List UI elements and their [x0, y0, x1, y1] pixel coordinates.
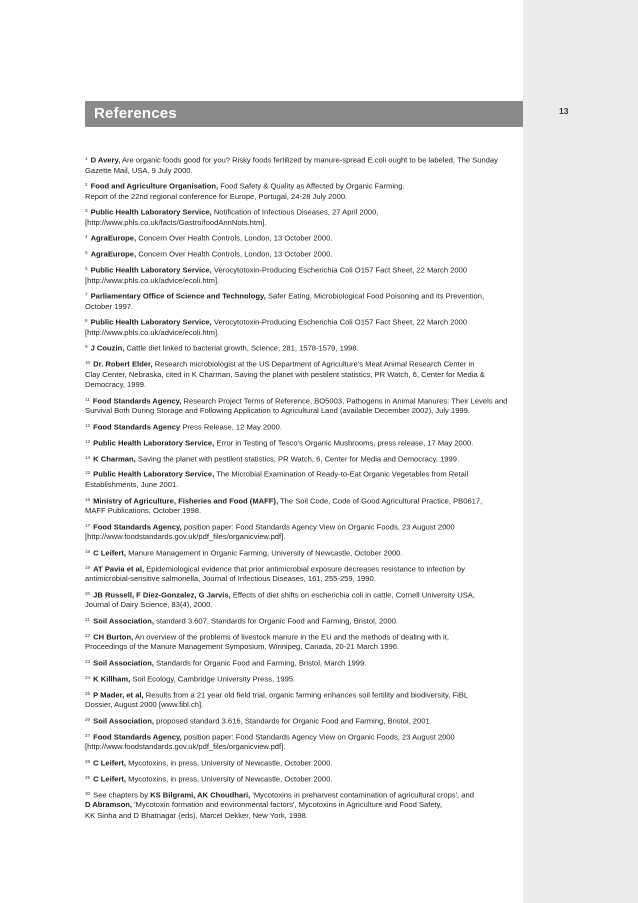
reference-line — [85, 180, 515, 192]
reference-text: Report of the 22nd regional conference for Europe, Portugal, 24-28 July 2000. — [85, 191, 348, 201]
reference-text: Notification of Infectious Diseases, 27 April 2000, — [213, 207, 379, 217]
reference-text: Clay Center, Nebraska, cited in K Charman, Saving the planet with pestilent statistics, PR Watch, 6, Center for Media & — [85, 370, 485, 380]
reference-line — [85, 742, 515, 752]
reference-author: Public Health Laboratory Service, — [93, 438, 215, 448]
reference-line — [85, 480, 515, 490]
reference-line — [85, 789, 515, 801]
reference-text: [http://www.phls.co.uk/facts/Gastro/foodAnnNots.htm]. — [85, 217, 267, 227]
reference-text: Proceedings of the Manure Management Symposium, Winnipeg, Canada, 20-21 March 1996. — [85, 642, 400, 652]
reference-text: Safer Eating, Microbiological Food Poisoning and its Prevention, — [267, 291, 485, 301]
reference-text: Press Release, 12 May 2000. — [182, 422, 282, 432]
reference-author: D Avery, — [90, 155, 121, 165]
reference-number: 20 — [85, 590, 91, 596]
reference-line — [85, 302, 515, 312]
reference-author: P Mader, et al, — [93, 690, 144, 700]
reference-number: 23 — [85, 658, 91, 664]
reference-item — [85, 468, 515, 490]
reference-number: 28 — [85, 758, 91, 764]
reference-item — [85, 521, 515, 543]
reference-item — [85, 495, 515, 517]
reference-item — [85, 248, 515, 260]
reference-line — [85, 328, 515, 338]
reference-text: [http://www.foodstandards.gov.uk/pdf_files/organicview.pdf]. — [85, 742, 286, 752]
reference-text: Are organic foods good for you? Risky foods fertilized by manure-spread E.coli ought to be labeled, The Sunday — [121, 155, 498, 165]
reference-line — [85, 437, 515, 449]
reference-line — [85, 574, 515, 584]
reference-item — [85, 615, 515, 627]
reference-text: Standards for Organic Food and Farming, Bristol, March 1999. — [156, 658, 367, 668]
reference-text: 'Mycotoxins in preharvest contamination of agricultural crops', and — [252, 790, 474, 800]
reference-author: Soil Association, — [93, 716, 155, 726]
reference-item — [85, 563, 515, 585]
reference-text: Saving the planet with pestilent statistics, PR Watch, 6, Center for Media and Democracy, 1999. — [137, 454, 460, 464]
reference-item — [85, 180, 515, 202]
reference-text: Manure Management in Organic Farming, University of Newcastle, October 2000. — [128, 548, 403, 558]
reference-author: CH Burton, — [93, 632, 134, 642]
reference-author: C Leifert, — [93, 774, 127, 784]
reference-text: proposed standard 3.616, Standards for Organic Food and Farming, Bristol, 2001. — [156, 716, 432, 726]
reference-item — [85, 689, 515, 711]
reference-text: Research Project Terms of Reference, BO5003, Pathogens in Animal Manures: Their Levels and — [183, 396, 508, 406]
reference-item — [85, 437, 515, 449]
reference-text: MAFF Publications, October 1998. — [85, 506, 202, 516]
reference-author: Public Health Laboratory Service, — [90, 207, 212, 217]
reference-item — [85, 631, 515, 653]
page-title: References — [94, 105, 177, 122]
reference-author: C Leifert, — [93, 758, 127, 768]
reference-text: Concern Over Health Controls, London, 13 October 2000. — [138, 233, 333, 243]
reference-item — [85, 342, 515, 354]
reference-line — [85, 395, 515, 407]
reference-text: Democracy, 1999. — [85, 380, 147, 390]
reference-item — [85, 206, 515, 228]
reference-text: position paper: Food Standards Agency View on Organic Foods, 23 August 2000 — [183, 522, 455, 532]
reference-line — [85, 380, 515, 390]
reference-text: standard 3.607, Standards for Organic Food and Farming, Bristol, 2000. — [156, 616, 399, 626]
reference-text: Effects of diet shifts on escherichia coli in cattle, Cornell University USA, — [232, 590, 475, 600]
reference-number: 4 — [85, 234, 88, 240]
reference-text: position paper: Food Standards Agency View on Organic Foods, 23 August 2000 — [183, 732, 455, 742]
reference-line — [85, 495, 515, 507]
reference-line — [85, 700, 515, 710]
reference-item — [85, 453, 515, 465]
reference-author: Ministry of Agriculture, Fisheries and Food (MAFF), — [93, 496, 279, 506]
reference-text: An overview of the problems of livestock manure in the EU and the methods of dealing with it, — [134, 632, 449, 642]
reference-line — [85, 264, 515, 276]
reference-author: AgraEurope, — [90, 233, 137, 243]
reference-line — [85, 589, 515, 601]
reference-author: Public Health Laboratory Service, — [90, 317, 212, 327]
reference-author: Public Health Laboratory Service, — [93, 469, 215, 479]
reference-item — [85, 589, 515, 611]
reference-text: 'Mycotoxin formation and environmental factors', Mycotoxins in Agriculture and Food Safety, — [134, 800, 443, 810]
reference-line — [85, 421, 515, 433]
reference-author: Food and Agriculture Organisation, — [90, 181, 219, 191]
reference-line — [85, 631, 515, 643]
reference-line — [85, 316, 515, 328]
reference-line — [85, 521, 515, 533]
reference-number: 17 — [85, 522, 91, 528]
reference-item — [85, 290, 515, 312]
reference-author: Dr. Robert Elder, — [93, 359, 153, 369]
reference-author: Parliamentary Office of Science and Technology, — [90, 291, 266, 301]
reference-text: Research microbiologist at the US Department of Agriculture's Meat Animal Research Center in — [154, 359, 475, 369]
reference-item — [85, 773, 515, 785]
reference-line — [85, 731, 515, 743]
reference-text: Establishments, June 2001. — [85, 480, 179, 490]
reference-number: 16 — [85, 496, 91, 502]
reference-author: Public Health Laboratory Service, — [90, 265, 212, 275]
reference-line — [85, 206, 515, 218]
reference-line — [85, 615, 515, 627]
reference-number: 10 — [85, 360, 91, 366]
reference-author: D Abramson, — [85, 800, 132, 810]
reference-author: Soil Association, — [93, 616, 155, 626]
reference-number: 1 — [85, 156, 88, 161]
reference-number: 11 — [85, 396, 90, 402]
reference-item — [85, 264, 515, 286]
reference-line — [85, 642, 515, 652]
reference-line — [85, 453, 515, 465]
reference-line — [85, 689, 515, 701]
reference-line — [85, 773, 515, 785]
reference-number: 26 — [85, 716, 91, 722]
reference-number: 9 — [85, 344, 88, 350]
reference-number: 5 — [85, 250, 88, 256]
reference-item — [85, 657, 515, 669]
reference-text: Cattle diet linked to bacterial growth, Science, 281, 1578-1579, 1998. — [126, 343, 359, 353]
reference-line — [85, 563, 515, 575]
reference-author: Food Standards Agency — [93, 422, 181, 432]
reference-text: Error in Testing of Tesco's Organic Mushrooms, press release, 17 May 2000. — [216, 438, 474, 448]
reference-prefix: See chapters by — [93, 790, 149, 800]
reference-text: Epidemiological evidence that prior antimicrobial exposure decreases resistance to infection by — [146, 564, 465, 574]
reference-author: C Leifert, — [93, 548, 127, 558]
reference-line — [85, 547, 515, 559]
reference-text: antimicrobial-sensitive salmonella, Journal of Infectious Diseases, 161, 255-259, 1990. — [85, 574, 376, 584]
reference-line — [85, 276, 515, 286]
reference-line — [85, 673, 515, 685]
reference-text: [http://www.foodstandards.gov.uk/pdf_files/organicview.pdf]. — [85, 532, 286, 542]
reference-number: 19 — [85, 564, 91, 570]
reference-line — [85, 600, 515, 610]
reference-number: 25 — [85, 690, 91, 696]
reference-number: 21 — [85, 616, 91, 622]
reference-number: 14 — [85, 454, 91, 460]
reference-author: K Killham, — [93, 674, 131, 684]
reference-item — [85, 395, 515, 417]
reference-author: Food Standards Agency, — [93, 732, 182, 742]
reference-number: 30 — [85, 790, 91, 796]
reference-number: 13 — [85, 438, 91, 444]
reference-item — [85, 232, 515, 244]
reference-number: 15 — [85, 470, 91, 476]
reference-number: 24 — [85, 674, 91, 680]
reference-author: KS Bilgrami, AK Choudhari, — [150, 790, 251, 800]
reference-author: AT Pavia et al, — [93, 564, 145, 574]
reference-item — [85, 731, 515, 753]
reference-text: The Soil Code, Code of Good Agricultural Practice, PB0617, — [280, 496, 483, 506]
reference-line — [85, 290, 515, 302]
reference-text: Soil Ecology, Cambridge University Press, 1995. — [132, 674, 296, 684]
reference-line — [85, 800, 515, 810]
reference-line — [85, 468, 515, 480]
reference-author: AgraEurope, — [90, 249, 137, 259]
reference-author: Food Standards Agency, — [92, 396, 182, 406]
reference-text: KK Sinha and D Bhatnagar (eds), Marcel Dekker, New York, 1998. — [85, 810, 308, 820]
reference-text: Mycotoxins, in press, University of Newcastle, October 2000. — [128, 758, 333, 768]
reference-line — [85, 248, 515, 260]
reference-number: 2 — [85, 182, 88, 188]
reference-author: JB Russell, F Diez-Gonzalez, G Jarvis, — [93, 590, 231, 600]
reference-line — [85, 811, 515, 821]
reference-text: Concern Over Health Controls, London, 13 October 2000. — [138, 249, 333, 259]
right-margin-band — [523, 0, 638, 903]
reference-text: Verocytotoxin-Producing Escherichia Coli O157 Fact Sheet, 22 March 2000 — [213, 317, 468, 327]
reference-line — [85, 154, 515, 166]
reference-line — [85, 192, 515, 202]
reference-number: 7 — [85, 292, 88, 298]
reference-text: The Microbial Examination of Ready-to-Eat Organic Vegetables from Retail — [216, 469, 469, 479]
reference-item — [85, 757, 515, 769]
reference-line — [85, 358, 515, 370]
reference-number: 6 — [85, 266, 88, 272]
reference-item — [85, 358, 515, 390]
reference-text: Survival Both During Storage and Following Application to Agricultural Land (available December 2002), July 1999. — [85, 406, 470, 416]
reference-number: 27 — [85, 732, 91, 738]
reference-line — [85, 757, 515, 769]
reference-number: 8 — [85, 318, 88, 324]
reference-text: [http://www.phls.co.uk/advice/ecoli.htm]. — [85, 328, 220, 338]
reference-number: 12 — [85, 422, 91, 428]
reference-text: October 1997. — [85, 301, 134, 311]
reference-item — [85, 789, 515, 821]
reference-number: 29 — [85, 774, 91, 780]
page-number: 13 — [559, 106, 569, 116]
reference-author: Soil Association, — [93, 658, 155, 668]
reference-line — [85, 406, 515, 416]
reference-line — [85, 370, 515, 380]
reference-item — [85, 673, 515, 685]
reference-number: 18 — [85, 548, 91, 554]
reference-number: 22 — [85, 632, 91, 638]
reference-line — [85, 532, 515, 542]
reference-text: Mycotoxins, in press, University of Newcastle, October 2000. — [128, 774, 333, 784]
reference-line — [85, 232, 515, 244]
reference-line — [85, 715, 515, 727]
reference-text: [http://www.phls.co.uk/advice/ecoli.htm]. — [85, 275, 220, 285]
reference-item — [85, 154, 515, 176]
reference-line — [85, 657, 515, 669]
reference-author: J Couzin, — [90, 343, 125, 353]
reference-author: Food Standards Agency, — [93, 522, 182, 532]
reference-text: Results from a 21 year old field trial, organic farming enhances soil fertility and biodiversity, FiBL — [145, 690, 469, 700]
reference-text: Food Safety & Quality as Affected by Organic Farming. — [220, 181, 405, 191]
reference-text: Gazette Mail, USA, 9 July 2000. — [85, 165, 193, 175]
reference-line — [85, 166, 515, 176]
reference-item — [85, 316, 515, 338]
reference-number: 3 — [85, 208, 88, 214]
reference-item — [85, 421, 515, 433]
reference-text: Journal of Dairy Science, 83(4), 2000. — [85, 600, 213, 610]
reference-text: Dossier, August 2000 [www.fibl.ch]. — [85, 700, 204, 710]
reference-item — [85, 547, 515, 559]
reference-line — [85, 218, 515, 228]
reference-line — [85, 506, 515, 516]
reference-line — [85, 342, 515, 354]
reference-author: K Charman, — [93, 454, 136, 464]
reference-text: Verocytotoxin-Producing Escherichia Coli O157 Fact Sheet, 22 March 2000 — [213, 265, 468, 275]
reference-item — [85, 715, 515, 727]
